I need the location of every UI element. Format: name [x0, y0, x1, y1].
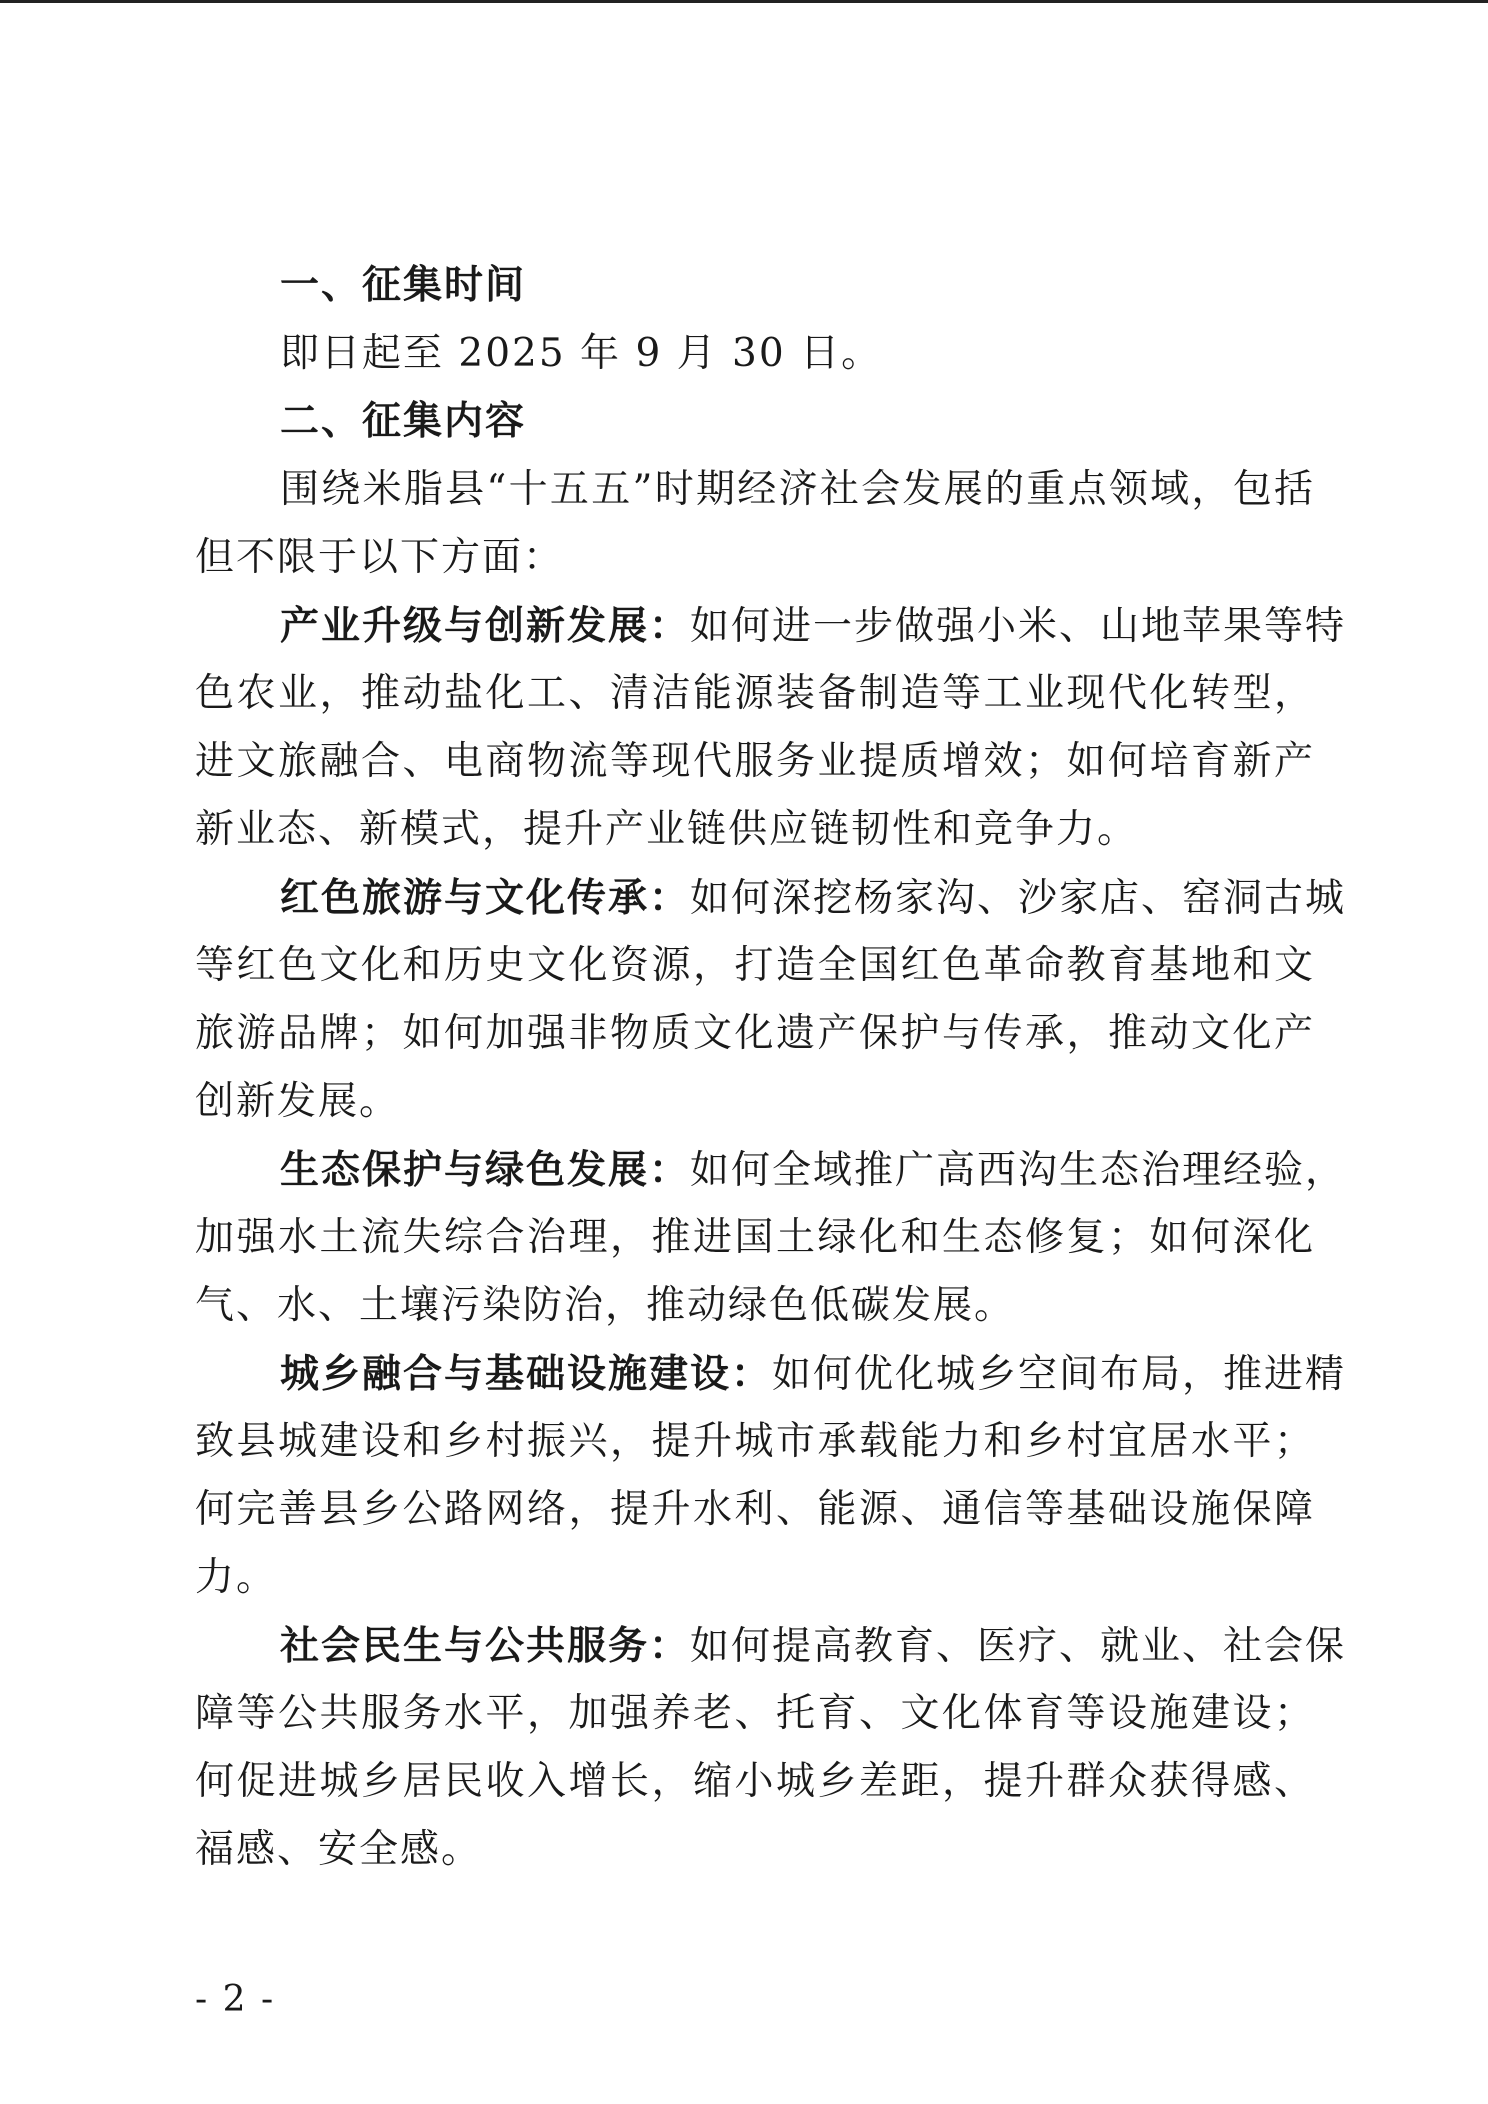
item-public-service-line-4: 福感、安全感。 — [195, 1827, 483, 1872]
item-text: 如何全域推广高西沟生态治理经验， — [690, 1148, 1347, 1193]
item-urban-rural-line-2: 致县城建设和乡村振兴，提升城市承载能力和乡村宜居水平； — [195, 1419, 1315, 1464]
item-urban-rural-line-3: 何完善县乡公路网络，提升水利、能源、通信等基础设施保障 — [195, 1487, 1315, 1532]
item-ecology-line-1 — [195, 1136, 1347, 1204]
item-urban-rural-line-4: 力。 — [195, 1555, 278, 1600]
item-industry-line-4: 新业态、新模式，提升产业链供应链韧性和竞争力。 — [195, 807, 1139, 852]
top-border-line — [0, 0, 1488, 3]
item-ecology-line-3: 气、水、土壤污染防治，推动绿色低碳发展。 — [195, 1283, 1016, 1328]
paragraph-intro-line-1: 围绕米脂县“十五五”时期经济社会发展的重点领域，包括 — [280, 467, 1315, 512]
item-industry-line-1 — [195, 592, 1347, 660]
section-heading-1: 一、征集时间 — [280, 263, 527, 308]
item-lead-ecology: 生态保护与绿色发展： — [280, 1147, 691, 1193]
item-text: 如何进一步做强小米、山地苹果等特 — [690, 604, 1347, 649]
item-text: 如何深挖杨家沟、沙家店、窑洞古城 — [690, 876, 1347, 921]
item-public-service-line-1 — [195, 1612, 1347, 1680]
item-ecology-line-2: 加强水土流失综合治理，推进国土绿化和生态修复；如何深化 — [195, 1215, 1315, 1260]
item-lead-industry: 产业升级与创新发展： — [280, 603, 691, 649]
item-culture-line-1 — [195, 864, 1347, 932]
item-culture-line-3: 旅游品牌；如何加强非物质文化遗产保护与传承，推动文化产 — [195, 1011, 1315, 1056]
paragraph-intro-line-2: 但不限于以下方面： — [195, 535, 565, 580]
section-heading-2: 二、征集内容 — [280, 399, 527, 444]
item-public-service-line-2: 障等公共服务水平，加强养老、托育、文化体育等设施建设； — [195, 1691, 1315, 1736]
item-industry-line-2: 色农业，推动盐化工、清洁能源装备制造等工业现代化转型， — [195, 671, 1315, 716]
paragraph-collection-period: 即日起至 2025 年 9 月 30 日。 — [280, 331, 883, 376]
document-body — [195, 252, 1347, 1884]
item-text: 如何提高教育、医疗、就业、社会保 — [690, 1624, 1347, 1669]
item-lead-urban-rural: 城乡融合与基础设施建设： — [280, 1351, 773, 1397]
item-culture-line-4: 创新发展。 — [195, 1079, 401, 1124]
item-industry-line-3: 进文旅融合、电商物流等现代服务业提质增效；如何培育新产 — [195, 739, 1315, 784]
item-lead-public-service: 社会民生与公共服务： — [280, 1623, 691, 1669]
item-urban-rural-line-1 — [195, 1340, 1347, 1408]
item-text: 如何优化城乡空间布局，推进精 — [772, 1352, 1347, 1397]
item-lead-culture: 红色旅游与文化传承： — [280, 875, 691, 921]
item-culture-line-2: 等红色文化和历史文化资源，打造全国红色革命教育基地和文 — [195, 943, 1315, 988]
item-public-service-line-3: 何促进城乡居民收入增长，缩小城乡差距，提升群众获得感、 — [195, 1759, 1315, 1804]
page-number: - 2 - — [195, 1979, 276, 2020]
